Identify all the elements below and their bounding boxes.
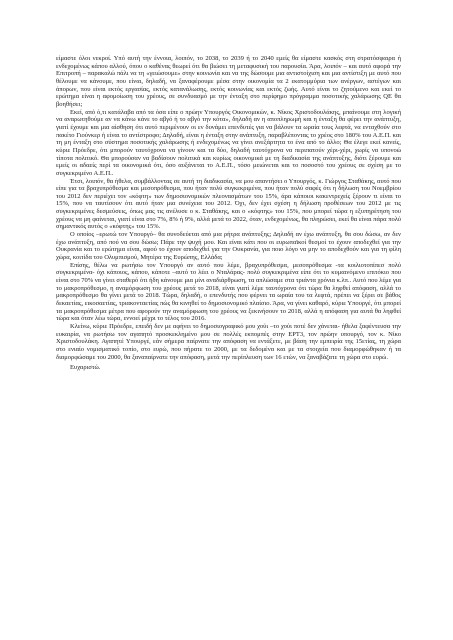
paragraph-5: Επίσης, θέλω να ρωτήσω τον Υπουργό αν αυτό που λέμε, βραχυπρόθεσμα, μεσοπρόθεσμα -τα κοιλιοτοπίπεσ πολύ συγκεκριμένα- όχι κάποιος, κάπου, κάποτε –αυτό το λέει ο Νταλάρας- πολύ συγκεκριμένα είπε ότι το κυμαινόμενο επιτόκιο που είναι στο 70% να γίνει σταθερό ότι ήδη κάνουμε μια μίνι αναδιάρθρωση, τα απλώσαμε στα τριάντα χρόνια κ.λπ.. Αυτό που λέμε για το μακροπρόθεσμο, η αναμόρφωση του χρέους μετά το 2018, είναι γιατί λέμε ταυτόχρονα ότι τώρα θα ληφθεί απόφαση, αλλά το μακροπρόθεσμο θα γίνει μετά το 2018. Τώρα, δηλαδή, ο επενδυτής που φέρνει τα ωραία του τα λεφτά, πρέπει να ξέρει σε βάθος δεκαετίας, εικοσαετίας, τριακονταετίας πώς θα κινηθεί το δημοσιονομικό πλαίσιο. Άρα, να γίνει καθαρό, κύριε Υπουργέ, ότι μπορεί τα μακροπρόθεσμα μέτρα που αφορούν την αναμόρφωση του χρέους να ξεκινήσουν το 2018, αλλά η απόφαση για αυτά θα ληφθεί τώρα και όταν λέω τώρα, εννοεί μέχρι το τέλος του 2016. <box>56 261 401 323</box>
paragraph-4: Ο οποίος –ερωτώ τον Υπουργό– θα συνοδεύεται από μια ρήτρα ανάπτυξης; Δηλαδή αν έχω ανάπτυξη, θα σου δώσω, αν δεν έχω ανάπτυξη, από πού να σου δώσω; Πάρε την ψυχή μου. Και είναι κάτι που οι ευρωπαϊκοί θεσμοί το έχουν αποδεχθεί για την Ουκρανία και το ερώτημα είναι, αφού το έχουν αποδεχθεί για την Ουκρανία, για ποιο λόγο να μην το αποδεχθούν και για τη φίλη χώρα, κοιτίδα του Ολυμπισμού, Μητέρα της Ευρώπης, Ελλάδα; <box>56 231 401 262</box>
paragraph-1: είμαστε όλοι νεκροί. Υπό αυτή την έννοια, λοιπόν, το 2038, το 2039 ή το 2040 εμείς θα είμαστε κασκός στη στρατόσφαιρα ή ενδεχομένως κάπου αλλού, όπου ο καθένας θεωρεί ότι θα βιώσει τη μεταφυσική του παρουσία. Άρα, λοιπόν – και αυτό αφορά την Επιτροπή – παρακαλώ πάλι να τη «γειώσουμε» στην κοινωνία και να της δώσουμε μια αντιστοίχιση και μια αντίστιξη με αυτό που θέλουμε να κάνουμε, που είναι, δηλαδή, να ξαναφέρουμε μέσα στην οικονομία τα 2 εκατομμύρια των ανέργων, αστέγων και άπορων, που είναι εκτός εργασίας, εκτός κατανάλωσης, εκτός κοινωνίας και εκτός ζωής. Αυτό είναι το ζητούμενο και εκεί το ερώτημα είναι η αφομοίωση του χρέους, σε συνδυασμό με την ένταξη στο περίφημο πρόγραμμα ποσοτικής χαλάρωσης QE θα βοηθήσει; <box>56 55 401 108</box>
document-page <box>56 55 401 372</box>
paragraph-3: Έτσι, λοιπόν, θα ήθελα, συμβάλλοντας σε αυτή τη διαδικασία, να μου απαντήσει ο Υπουργός, κ. Γιώργος Σταθάκης, αυτό που είπε για τα βραχυπρόθεσμα και μεσοπρόθεσμα, που ήταν πολύ συγκεκριμένα, που ήταν πολύ σαφές ότι η δήλωση του Νοεμβρίου του 2012 δεν περιέχει τον «κόφτη» των δημοσιονομικών πλεονασμάτων του 15%, άρα κάποιοι κακεντρεχείς ξέρουν τι είναι το 15%, που να ταυτίσουν ότι αυτό ήταν μια συνέχεια του 2012. Όχι, δεν έχει σχέση η δήλωση προθέσεων του 2012 με τις συγκεκριμένες δεσμεύσεις, όπως μας τις ανέλυσε ο κ. Σταθάκης, και ο «κόφτης» του 15%, που μπορεί τώρα η εξυπηρέτηση του χρέους να μη φαίνεται, γιατί είναι στο 7%, 8% ή 9%, αλλά μετά το 2022, όταν, ενδεχομένως, θα πληρώσει, εκεί θα είναι πάρα πολύ σημαντικός αυτός ο «κόφτης» του 15%. <box>56 177 401 231</box>
paragraph-6: Κλείνω, κύριε Πρόεδρε, επειδή δεν με αφήνει το δημοσιογραφικό μου χούι –το χούι ποτέ δεν χάνεται- ήθελα ξαφέντευσα την ευκαιρία, να ρωτήσω τον αγαπητό προσκεκλημένο μου σε πολλές εκπομπές στην ΕΡΤ3, τον πρώην υπουργό, τον κ. Νίκο Χριστοδουλάκη. Αγαπητέ Υπουργέ, εάν σήμερα παίρνατε την απόφαση να εντάξετε, με βάση την εμπειρία της 15ετίας, τη χώρα στο ενιαίο νομισματικό τοπίο, στο ευρώ, που πήρατε το 2000, με τα δεδομένα και με τα στοιχεία που διαμορφώθηκαν ή τα διαμορφώσαμε του 2000, θα ξαναπαίρνατε την απόφαση, μετά την περίπλευση των 16 ετών, να ξαναβάζατε τη χώρα στο ευρώ. <box>56 322 401 361</box>
paragraph-2: Εκεί, από ό,τι κατάλαβα από τα όσα είπε ο πρώην Υπουργός Οικονομικών, κ. Νίκος Χριστοδουλάκης, μπαίνουμε στη λογική να αναρωτηθούμε αν να κάνω κάνε το αβγό ή το αβγό την κότα», δηλαδή αν η αποπληρωμή και η ένταξη θα φέρει την ανάπτυξη, γιατί έχουμε και μια αίσθηση ότι αυτό περιμένουν οι εν δυνάμει επενδυτές για να βάλουν τα ωραία τους λεφτά, να ενταχθούν στο πακέτο Γιούνκερ ή είναι το αντίστροφο; Δηλαδή, είναι η ένταξη στην ανάπτυξη, παραβλέποντας το χρέος στο 180% του Α.Ε.Π. και τη μη ένταξη στο σύστημα ποσοτικής χαλάρωσης ή ενδεχομένως να γίνει ανεξάρτητα το ένα από το άλλο; Θα έλεγε εκεί κανείς, κύριε Πρόεδρε, ότι μπορούν ταυτόχρονα να γίνουν και τα δύο, δηλαδή ταυτόχρονα να περιπατούν χέρι-χέρι, χωρίς να υπονοώ τίποτα πολιτικό. Θα μπορούσαν να βαδίσουν πολιτικά και κυρίως οικονομικά με τη διαδικασία της ανάπτυξης, διότι ξέρουμε και εμείς οι αδαείς περί τα οικονομικά ότι, όσο αυξάνεται το Α.Ε.Π., τόσο μειώνεται και το ποσοστό του χρέους σε σχέση με το συγκεκριμένο Α.Ε.Π.. <box>56 108 401 177</box>
closing-line: Ευχαριστώ. <box>70 364 101 372</box>
